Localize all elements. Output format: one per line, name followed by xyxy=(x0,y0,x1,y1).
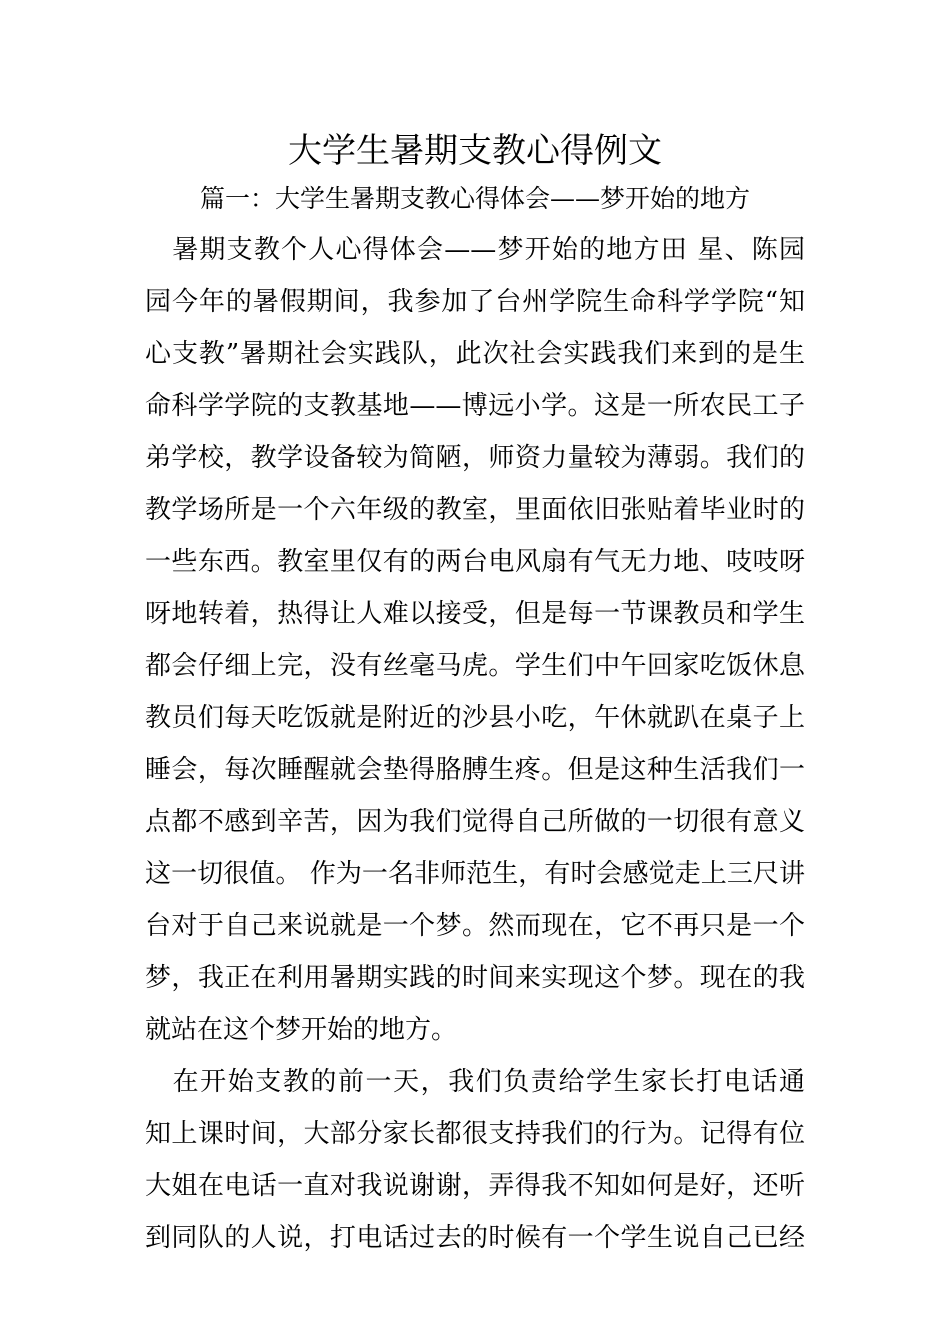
paragraph-line: 园今年的暑假期间，我参加了台州学院生命科学学院“知 xyxy=(145,287,805,317)
paragraph-line: 都会仔细上完，没有丝毫马虎。学生们中午回家吃饭休息 xyxy=(145,651,805,681)
paragraph-line: 睡会，每次睡醒就会垫得胳膊生疼。但是这种生活我们一 xyxy=(145,755,805,785)
paragraph-line: 心支教”暑期社会实践队，此次社会实践我们来到的是生 xyxy=(145,339,805,369)
paragraph-line: 知上课时间，大部分家长都很支持我们的行为。记得有位 xyxy=(145,1119,805,1149)
document-title: 大学生暑期支教心得例文 xyxy=(288,131,662,171)
paragraph-line: 教学场所是一个六年级的教室，里面依旧张贴着毕业时的 xyxy=(145,495,805,525)
paragraph-line: 到同队的人说，打电话过去的时候有一个学生说自己已经 xyxy=(145,1223,805,1253)
paragraph-line: 台对于自己来说就是一个梦。然而现在，它不再只是一个 xyxy=(145,911,805,941)
paragraph-line: 就站在这个梦开始的地方。 xyxy=(145,1015,458,1045)
paragraph-line: 暑期支教个人心得体会——梦开始的地方田 星、陈园 xyxy=(145,235,805,265)
paragraph-line: 大姐在电话一直对我说谢谢，弄得我不知如何是好，还听 xyxy=(145,1171,805,1201)
paragraph-line: 弟学校，教学设备较为简陋，师资力量较为薄弱。我们的 xyxy=(145,443,805,473)
paragraph-line: 在开始支教的前一天，我们负责给学生家长打电话通 xyxy=(145,1067,805,1097)
document-subtitle: 篇一：大学生暑期支教心得体会——梦开始的地方 xyxy=(199,184,750,213)
paragraph-line: 这一切很值。 作为一名非师范生，有时会感觉走上三尺讲 xyxy=(145,859,805,889)
paragraph-line: 教员们每天吃饭就是附近的沙县小吃，午休就趴在桌子上 xyxy=(145,703,805,733)
paragraph-line: 点都不感到辛苦，因为我们觉得自己所做的一切很有意义 xyxy=(145,807,805,837)
paragraph-line: 命科学学院的支教基地——博远小学。这是一所农民工子 xyxy=(145,391,805,421)
paragraph-line: 呀地转着，热得让人难以接受，但是每一节课教员和学生 xyxy=(145,599,805,629)
paragraph-line: 梦，我正在利用暑期实践的时间来实现这个梦。现在的我 xyxy=(145,963,805,993)
paragraph-line: 一些东西。教室里仅有的两台电风扇有气无力地、吱吱呀 xyxy=(145,547,805,577)
